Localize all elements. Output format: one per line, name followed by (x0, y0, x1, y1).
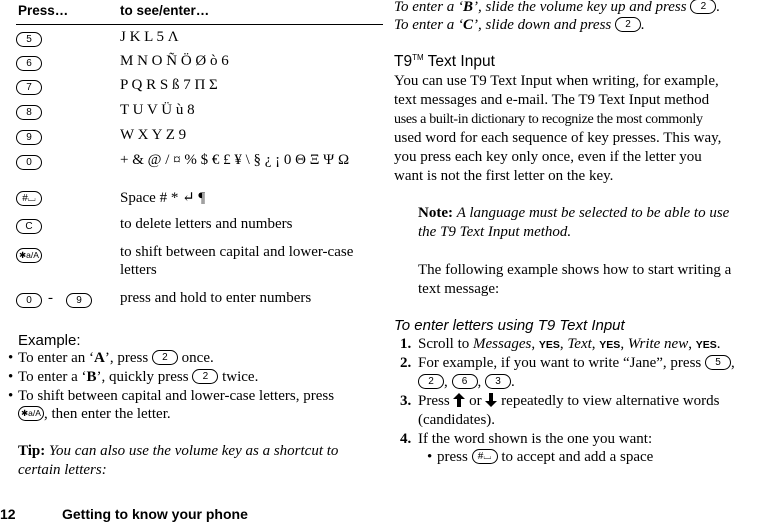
bullet-icon: • (8, 350, 14, 366)
step-2-text: For example, if you want to write “Jane”, press 5 , (418, 355, 735, 371)
t9-para-line: want is not the first letter on the key. (394, 168, 614, 184)
step-number: 3. (400, 393, 412, 409)
t9-para-line: used word for each sequence of key presses. This way, (394, 130, 722, 146)
step-1-text: Scroll to Messages, YES, Text, YES, Write new, YES. (418, 336, 721, 352)
table-header-see: to see/enter… (120, 3, 210, 18)
example-bullet-3: To shift between capital and lower-case letters, press (18, 388, 335, 404)
note-line-1: Note: A language must be selected to be able to use (418, 205, 730, 221)
table-cell-text: J K L 5 Λ (120, 29, 179, 45)
key-3-icon: 3 (485, 374, 511, 389)
bullet-icon: • (8, 369, 14, 385)
tip-line-1: Tip: You can also use the volume key as a shortcut to (18, 443, 339, 459)
table-cell-text: Space # * ↵ ¶ (120, 190, 206, 206)
t9-para-line: uses a built-in dictionary to recognize the most commonly (394, 112, 703, 127)
steps-heading: To enter letters using T9 Text Input (394, 317, 625, 334)
key-2-icon: 2 (418, 374, 444, 389)
key-star-case-icon: ✱a/A (16, 248, 42, 263)
key-hash-space-icon: #⌴ (472, 449, 498, 464)
key-range-dash: - (48, 290, 53, 306)
table-cell-text: to delete letters and numbers (120, 216, 293, 232)
key-star-case-icon: ✱a/A (18, 406, 44, 421)
key-6-icon: 6 (452, 374, 478, 389)
arrow-down-icon (485, 393, 497, 407)
key-2-icon: 2 (615, 17, 641, 32)
step-number: 1. (400, 336, 412, 352)
example-bullet-1: To enter an ‘A’, press 2 once. (18, 350, 214, 366)
table-cell-text: letters (120, 262, 157, 278)
table-header-rule (16, 24, 383, 25)
t9-para-line: you press each key only once, even if the letter you (394, 149, 702, 165)
key-5-icon: 5 (705, 355, 731, 370)
example-intro-line: The following example shows how to start writing a (418, 262, 732, 278)
example-bullet-2: To enter a ‘B’, quickly press 2 twice. (18, 369, 259, 385)
key-9-icon: 9 (16, 130, 42, 145)
table-cell-text: to shift between capital and lower-case (120, 244, 354, 260)
page-number: 12 (0, 506, 16, 522)
key-hash-space-icon: #⌴ (16, 191, 42, 206)
step-4-text: If the word shown is the one you want: (418, 431, 653, 447)
key-7-icon: 7 (16, 80, 42, 95)
key-5-icon: 5 (16, 32, 42, 47)
table-header-press: Press… (18, 3, 69, 18)
key-2-icon: 2 (690, 0, 716, 14)
key-8-icon: 8 (16, 105, 42, 120)
arrow-up-icon (453, 393, 465, 407)
example-bullet-3-cont: ✱a/A , then enter the letter. (18, 406, 171, 423)
example-intro-line: text message: (418, 281, 500, 297)
bullet-icon: • (427, 449, 433, 465)
tip-line-2: certain letters: (18, 462, 107, 478)
volume-line-1: To enter a ‘B’, slide the volume key up and press 2 . (394, 0, 721, 15)
t9-heading: T9™ Text Input (394, 53, 495, 71)
key-2-icon: 2 (152, 350, 178, 365)
step-3-cont: (candidates). (418, 412, 496, 428)
t9-para-line: text messages and e-mail. The T9 Text Input method (394, 92, 710, 108)
step-number: 4. (400, 431, 412, 447)
step-4-bullet: press #⌴ to accept and add a space (437, 449, 654, 465)
step-2-keys: 2 , 6 , 3 . (418, 374, 515, 391)
key-9-icon: 9 (66, 293, 92, 308)
key-0-icon: 0 (16, 155, 42, 170)
step-3-text: Press or repeatedly to view alternative words (418, 393, 720, 409)
table-cell-text: T U V Ü ù 8 (120, 102, 195, 118)
table-cell-text: W X Y Z 9 (120, 127, 187, 143)
step-number: 2. (400, 355, 412, 371)
table-cell-text: M N O Ñ Ö Ø ò 6 (120, 53, 229, 69)
example-heading: Example: (18, 332, 81, 349)
key-2-icon: 2 (192, 369, 218, 384)
volume-line-2: To enter a ‘C’, slide down and press 2 . (394, 17, 645, 33)
table-cell-text: press and hold to enter numbers (120, 290, 312, 306)
bullet-icon: • (8, 388, 14, 404)
note-line-2: the T9 Text Input method. (418, 224, 572, 240)
section-title: Getting to know your phone (62, 506, 248, 522)
table-cell-text: + & @ / ¤ % $ € £ ¥ \ § ¿ ¡ 0 Θ Ξ Ψ Ω (120, 152, 350, 168)
key-0-icon: 0 (16, 293, 42, 308)
t9-para-line: You can use T9 Text Input when writing, for example, (394, 73, 719, 89)
key-clear-icon: C (16, 219, 42, 234)
table-cell-text: P Q R S ß 7 Π Σ (120, 77, 218, 93)
key-6-icon: 6 (16, 56, 42, 71)
